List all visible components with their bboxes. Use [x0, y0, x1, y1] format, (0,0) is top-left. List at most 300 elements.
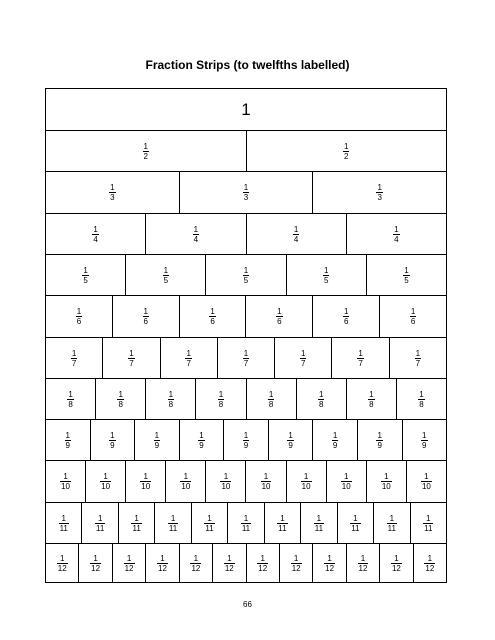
- fraction-piece: [413, 544, 446, 582]
- numerator: 1: [343, 472, 349, 481]
- fraction-piece: [326, 461, 366, 502]
- numerator: 1: [126, 553, 132, 563]
- fraction-piece: [337, 503, 373, 543]
- fraction-piece: [112, 544, 145, 582]
- fraction-piece: [246, 131, 447, 171]
- denominator: 12: [291, 563, 301, 573]
- fraction-piece: [179, 172, 313, 213]
- denominator: 10: [101, 482, 111, 491]
- numerator: 1: [344, 307, 349, 316]
- fraction-label: [343, 142, 349, 161]
- numerator: 1: [76, 307, 82, 316]
- fraction-piece: [366, 255, 446, 295]
- fraction-label: [168, 390, 174, 409]
- fraction-label: [421, 472, 432, 491]
- denominator: 9: [332, 440, 338, 450]
- numerator: 1: [63, 472, 68, 481]
- numerator: 1: [268, 389, 274, 399]
- denominator: 10: [261, 482, 271, 491]
- denominator: 12: [325, 563, 335, 573]
- denominator: 8: [268, 399, 274, 409]
- fraction-label: [117, 390, 123, 409]
- fraction-piece: [379, 544, 412, 582]
- denominator: 4: [93, 234, 98, 244]
- whole-label: 1: [241, 99, 251, 119]
- fraction-piece: [112, 296, 179, 337]
- fraction-piece: [191, 503, 227, 543]
- denominator: 12: [191, 563, 201, 573]
- denominator: 8: [369, 399, 374, 409]
- fraction-label: [300, 349, 306, 368]
- numerator: 1: [426, 513, 431, 523]
- fraction-piece: [205, 255, 285, 295]
- denominator: 6: [210, 317, 215, 326]
- fraction-label: [95, 514, 105, 533]
- fraction-piece: [246, 214, 346, 254]
- fraction-label: [358, 554, 369, 573]
- fraction-label: [90, 554, 101, 573]
- fraction-label: [131, 514, 141, 533]
- fraction-piece: [264, 503, 300, 543]
- fraction-piece: [46, 255, 125, 295]
- fraction-label: [293, 225, 299, 244]
- numerator: 1: [344, 141, 349, 151]
- numerator: 1: [83, 265, 88, 275]
- fraction-label: [243, 183, 249, 202]
- fraction-label: [224, 554, 235, 573]
- fraction-piece: [312, 296, 379, 337]
- numerator: 1: [277, 307, 282, 316]
- denominator: 10: [221, 482, 231, 491]
- numerator: 1: [223, 472, 229, 481]
- numerator: 1: [193, 553, 199, 563]
- fraction-piece: [46, 172, 179, 213]
- denominator: 10: [181, 482, 191, 491]
- denominator: 11: [59, 523, 68, 533]
- denominator: 9: [110, 440, 115, 450]
- fraction-label: [381, 472, 392, 491]
- denominator: 3: [243, 193, 249, 202]
- numerator: 1: [68, 389, 73, 399]
- denominator: 5: [404, 275, 409, 285]
- denominator: 12: [57, 563, 67, 573]
- strip-row-whole: [46, 89, 446, 130]
- fraction-label: [350, 514, 360, 533]
- denominator: 7: [129, 358, 134, 368]
- denominator: 4: [394, 234, 399, 244]
- fraction-piece: [396, 379, 446, 419]
- denominator: 12: [258, 563, 268, 573]
- fraction-piece: [366, 461, 406, 502]
- denominator: 8: [318, 399, 324, 409]
- numerator: 1: [143, 472, 148, 481]
- fraction-label: [124, 554, 135, 573]
- denominator: 6: [76, 317, 82, 326]
- fraction-label: [140, 472, 151, 491]
- fraction-piece: [195, 379, 245, 419]
- fraction-piece: [78, 544, 111, 582]
- denominator: 6: [277, 317, 282, 326]
- fraction-label: [343, 307, 349, 326]
- fraction-piece: [274, 338, 331, 378]
- numerator: 1: [71, 348, 77, 358]
- denominator: 7: [243, 358, 249, 368]
- fraction-piece: [46, 131, 246, 171]
- fraction-label: [415, 349, 421, 368]
- denominator: 12: [91, 563, 101, 573]
- fraction-piece: [268, 420, 313, 460]
- fraction-piece: [346, 544, 379, 582]
- fraction-label: [143, 307, 149, 326]
- denominator: 8: [419, 399, 424, 409]
- denominator: 8: [118, 399, 123, 409]
- denominator: 5: [163, 275, 169, 285]
- page-number: 66: [243, 600, 252, 609]
- denominator: 12: [425, 563, 435, 573]
- fraction-label: [128, 349, 134, 368]
- numerator: 1: [360, 553, 366, 563]
- page-title: Fraction Strips (to twelfths labelled): [145, 58, 350, 72]
- fraction-label: [324, 554, 335, 573]
- numerator: 1: [186, 348, 191, 358]
- denominator: 12: [358, 563, 368, 573]
- fraction-label: [193, 225, 199, 244]
- fraction-label: [109, 431, 115, 450]
- numerator: 1: [183, 472, 189, 481]
- denominator: 6: [344, 317, 349, 326]
- numerator: 1: [193, 224, 199, 234]
- fraction-label: [318, 390, 324, 409]
- numerator: 1: [199, 430, 204, 440]
- numerator: 1: [97, 513, 103, 523]
- numerator: 1: [410, 307, 416, 316]
- denominator: 11: [314, 523, 324, 533]
- fraction-label: [243, 431, 249, 450]
- fraction-label: [198, 431, 204, 450]
- fraction-piece: [205, 461, 245, 502]
- fraction-label: [393, 225, 399, 244]
- fraction-label: [257, 554, 268, 573]
- strip-row-3: [46, 171, 446, 213]
- numerator: 1: [160, 553, 165, 563]
- numerator: 1: [243, 348, 249, 358]
- denominator: 2: [344, 151, 349, 161]
- numerator: 1: [243, 513, 249, 523]
- fraction-label: [220, 472, 231, 491]
- fraction-piece: [95, 379, 145, 419]
- fraction-label: [109, 183, 115, 202]
- fraction-piece: [286, 461, 326, 502]
- fraction-label: [387, 514, 397, 533]
- numerator: 1: [369, 389, 374, 399]
- numerator: 1: [427, 553, 433, 563]
- denominator: 2: [143, 151, 148, 161]
- fraction-piece: [179, 544, 212, 582]
- fraction-label: [59, 514, 69, 533]
- fraction-label: [403, 266, 409, 285]
- strip-row-10: [46, 460, 446, 502]
- fraction-label: [82, 266, 88, 285]
- numerator: 1: [118, 389, 123, 399]
- denominator: 12: [224, 563, 234, 573]
- strip-row-11: [46, 502, 446, 543]
- fraction-label: [376, 431, 382, 450]
- fraction-label: [163, 266, 169, 285]
- numerator: 1: [143, 307, 148, 316]
- numerator: 1: [243, 265, 249, 275]
- denominator: 12: [391, 563, 401, 573]
- numerator: 1: [303, 472, 309, 481]
- numerator: 1: [394, 224, 399, 234]
- numerator: 1: [301, 348, 306, 358]
- fraction-piece: [145, 544, 178, 582]
- numerator: 1: [93, 553, 98, 563]
- fraction-label: [368, 390, 374, 409]
- numerator: 1: [377, 430, 382, 440]
- numerator: 1: [207, 513, 212, 523]
- fraction-piece: [245, 461, 285, 502]
- numerator: 1: [243, 430, 249, 440]
- numerator: 1: [110, 183, 115, 192]
- fraction-label: [143, 142, 149, 161]
- strip-row-8: [46, 378, 446, 419]
- fraction-label: [218, 390, 224, 409]
- fraction-label: [204, 514, 214, 533]
- numerator: 1: [170, 513, 176, 523]
- fraction-label: [391, 554, 402, 573]
- fraction-piece: [102, 338, 159, 378]
- numerator: 1: [218, 389, 224, 399]
- denominator: 7: [186, 358, 191, 368]
- numerator: 1: [103, 472, 108, 481]
- fraction-piece: [46, 420, 90, 460]
- numerator: 1: [260, 553, 265, 563]
- numerator: 1: [353, 513, 358, 523]
- denominator: 9: [154, 440, 160, 450]
- denominator: 11: [132, 523, 141, 533]
- numerator: 1: [288, 430, 293, 440]
- numerator: 1: [332, 430, 338, 440]
- numerator: 1: [210, 307, 215, 316]
- numerator: 1: [316, 513, 322, 523]
- fraction-label: [418, 390, 424, 409]
- numerator: 1: [377, 183, 382, 192]
- fraction-piece: [389, 338, 446, 378]
- fraction-label: [341, 472, 352, 491]
- fraction-label: [60, 472, 71, 491]
- fraction-piece: [154, 503, 190, 543]
- denominator: 12: [124, 563, 134, 573]
- fraction-piece: [402, 420, 447, 460]
- fraction-label: [243, 349, 249, 368]
- numerator: 1: [227, 553, 232, 563]
- numerator: 1: [318, 389, 324, 399]
- denominator: 4: [293, 234, 299, 244]
- fraction-label: [190, 554, 201, 573]
- denominator: 10: [301, 482, 311, 491]
- numerator: 1: [59, 553, 65, 563]
- fraction-piece: [165, 461, 205, 502]
- denominator: 10: [381, 482, 391, 491]
- denominator: 10: [141, 482, 151, 491]
- fraction-piece: [179, 296, 246, 337]
- denominator: 8: [218, 399, 224, 409]
- denominator: 6: [410, 317, 416, 326]
- denominator: 10: [341, 482, 351, 491]
- denominator: 8: [68, 399, 73, 409]
- denominator: 10: [421, 482, 431, 491]
- fraction-label: [92, 225, 98, 244]
- denominator: 4: [193, 234, 199, 244]
- denominator: 9: [243, 440, 249, 450]
- fraction-label: [76, 307, 82, 326]
- fraction-label: [154, 431, 160, 450]
- fraction-label: [301, 472, 312, 491]
- fraction-label: [168, 514, 178, 533]
- fraction-piece: [46, 544, 78, 582]
- numerator: 1: [110, 430, 115, 440]
- fraction-label: [243, 266, 249, 285]
- fraction-piece: [81, 503, 117, 543]
- denominator: 11: [278, 523, 287, 533]
- denominator: 11: [387, 523, 396, 533]
- numerator: 1: [129, 348, 134, 358]
- fraction-piece: [160, 338, 217, 378]
- numerator: 1: [389, 513, 395, 523]
- numerator: 1: [243, 183, 249, 192]
- denominator: 8: [168, 399, 174, 409]
- fraction-piece: [245, 296, 312, 337]
- fraction-label: [421, 431, 427, 450]
- numerator: 1: [61, 513, 66, 523]
- fraction-label: [332, 431, 338, 450]
- denominator: 5: [243, 275, 249, 285]
- fraction-label: [424, 554, 435, 573]
- fraction-label: [276, 307, 282, 326]
- fraction-label: [323, 266, 329, 285]
- strip-row-9: [46, 419, 446, 460]
- fraction-piece: [346, 214, 446, 254]
- strip-row-12: [46, 543, 446, 582]
- fraction-piece: [179, 420, 224, 460]
- fraction-label: [291, 554, 302, 573]
- fraction-piece: [212, 544, 245, 582]
- fraction-piece: [223, 420, 268, 460]
- fraction-label: [277, 514, 287, 533]
- numerator: 1: [415, 348, 421, 358]
- fraction-piece: [312, 544, 345, 582]
- fraction-label: [71, 349, 77, 368]
- fraction-piece: [90, 420, 135, 460]
- strip-row-5: [46, 254, 446, 295]
- denominator: 6: [143, 317, 148, 326]
- fraction-label: [100, 472, 111, 491]
- fraction-piece: [145, 214, 245, 254]
- denominator: 11: [168, 523, 178, 533]
- numerator: 1: [93, 224, 98, 234]
- fraction-piece: [296, 379, 346, 419]
- fraction-label: [287, 431, 293, 450]
- fraction-piece: [410, 503, 446, 543]
- denominator: 7: [358, 358, 363, 368]
- fraction-piece: [279, 544, 312, 582]
- fraction-label: [268, 390, 274, 409]
- fraction-label: [209, 307, 215, 326]
- denominator: 7: [71, 358, 77, 368]
- fraction-label: [157, 554, 168, 573]
- denominator: 9: [422, 440, 427, 450]
- denominator: 9: [288, 440, 293, 450]
- fraction-label: [314, 514, 324, 533]
- fraction-label: [241, 514, 251, 533]
- denominator: 11: [351, 523, 360, 533]
- numerator: 1: [263, 472, 269, 481]
- fraction-piece: [246, 379, 296, 419]
- fraction-label: [185, 349, 191, 368]
- fraction-piece: [46, 338, 102, 378]
- fraction-piece: [379, 296, 446, 337]
- fraction-piece: [406, 461, 446, 502]
- fraction-label: [67, 390, 73, 409]
- fraction-piece: [46, 296, 112, 337]
- numerator: 1: [419, 389, 424, 399]
- denominator: 12: [158, 563, 167, 573]
- numerator: 1: [143, 141, 148, 151]
- denominator: 11: [205, 523, 214, 533]
- numerator: 1: [163, 265, 169, 275]
- fraction-piece: [246, 544, 279, 582]
- strip-row-7: [46, 337, 446, 378]
- strip-row-6: [46, 295, 446, 337]
- fraction-piece: [217, 338, 274, 378]
- denominator: 3: [377, 193, 382, 202]
- numerator: 1: [422, 430, 427, 440]
- fraction-piece: [125, 461, 165, 502]
- fraction-piece: [118, 503, 154, 543]
- fraction-label: [376, 183, 382, 202]
- fraction-piece: [312, 172, 446, 213]
- denominator: 9: [65, 440, 70, 450]
- fraction-piece: [227, 503, 263, 543]
- numerator: 1: [327, 553, 332, 563]
- denominator: 10: [61, 482, 70, 491]
- numerator: 1: [424, 472, 429, 481]
- fraction-piece: [85, 461, 125, 502]
- strip-row-2: [46, 130, 446, 171]
- denominator: 9: [377, 440, 382, 450]
- fraction-label: [410, 307, 416, 326]
- denominator: 9: [199, 440, 204, 450]
- denominator: 11: [424, 523, 433, 533]
- numerator: 1: [65, 430, 70, 440]
- denominator: 11: [96, 523, 105, 533]
- numerator: 1: [358, 348, 363, 358]
- strip-row-4: [46, 213, 446, 254]
- fraction-piece: [331, 338, 388, 378]
- fraction-strips-board: [45, 88, 447, 583]
- denominator: 11: [241, 523, 251, 533]
- fraction-piece: [46, 461, 85, 502]
- numerator: 1: [394, 553, 399, 563]
- fraction-piece: [46, 379, 95, 419]
- numerator: 1: [293, 224, 299, 234]
- fraction-piece: [134, 420, 179, 460]
- fraction-piece: [286, 255, 366, 295]
- numerator: 1: [323, 265, 329, 275]
- numerator: 1: [293, 553, 299, 563]
- fraction-piece: [145, 379, 195, 419]
- fraction-label: [261, 472, 272, 491]
